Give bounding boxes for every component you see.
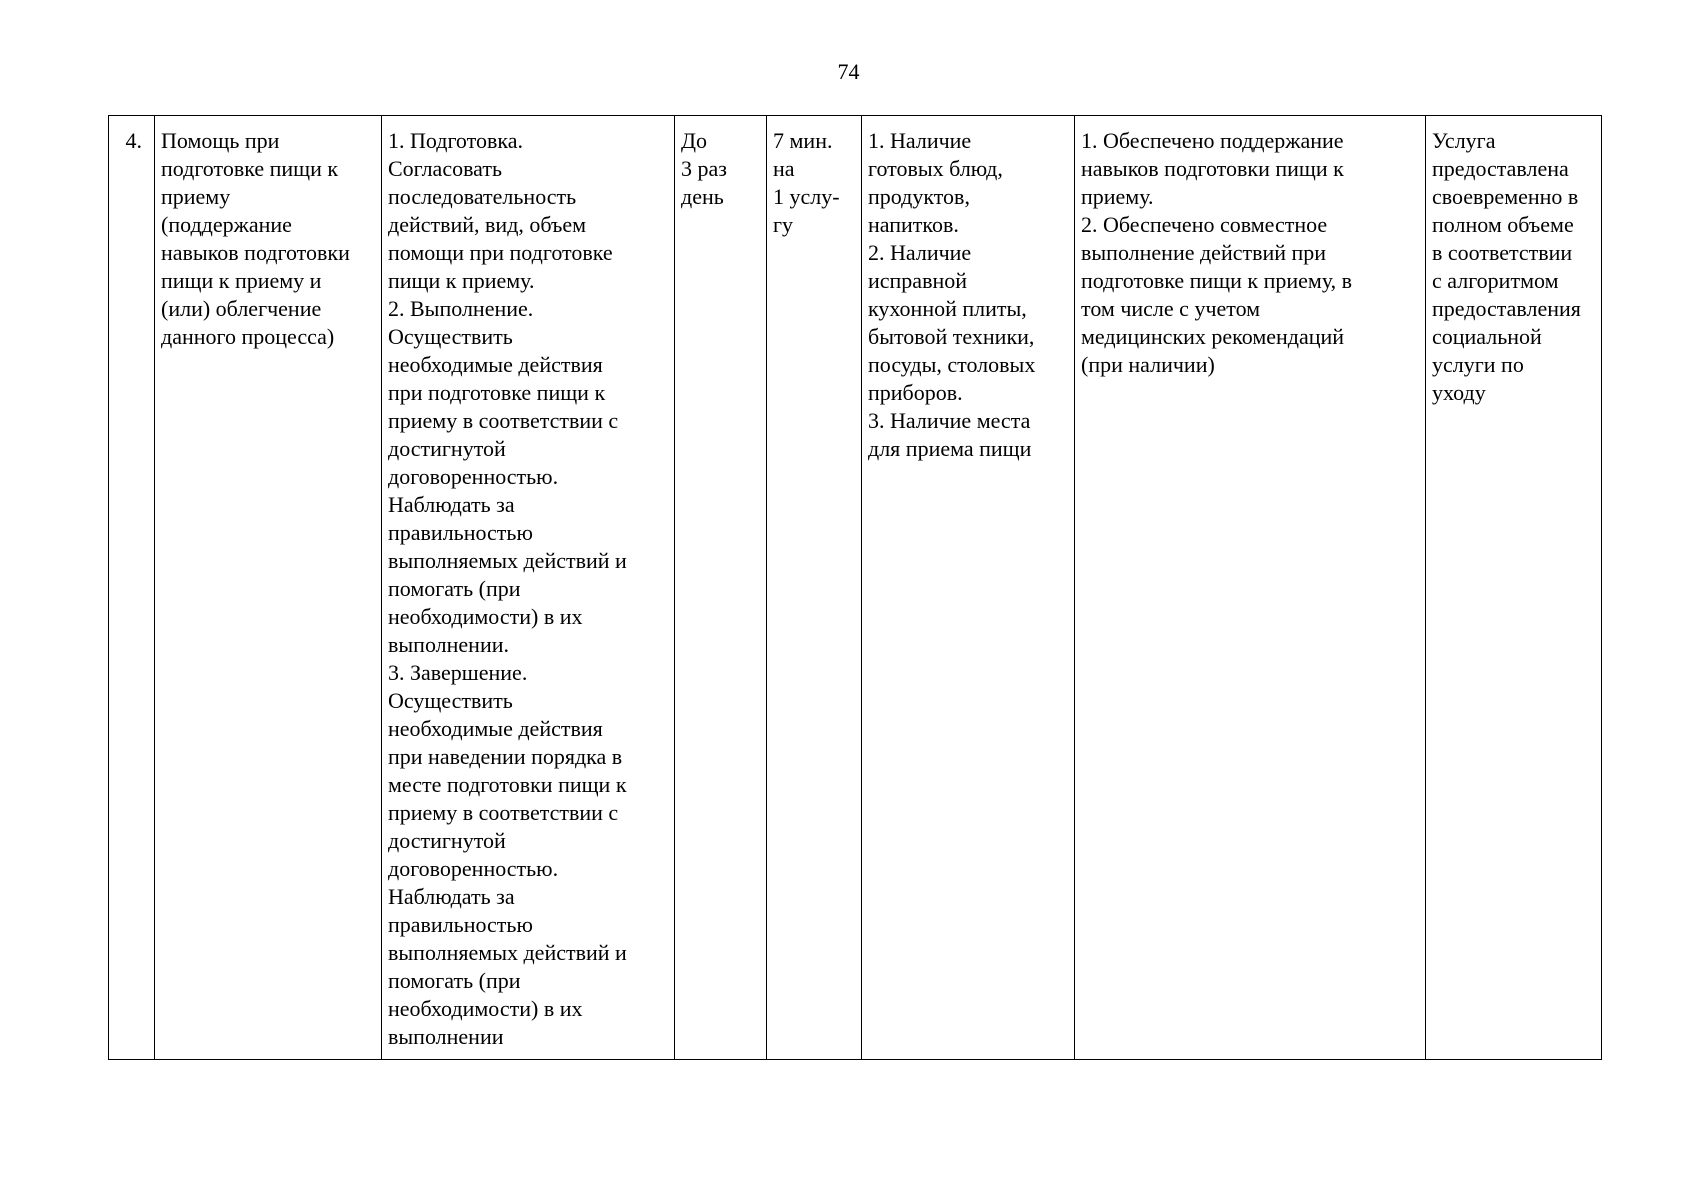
table-row [109,116,1602,1060]
frequency-cell: До 3 раз день [675,116,767,1060]
result-cell: 1. Обеспечено поддержание навыков подготовки пищи к приему. 2. Обеспечено совместное выполнение действий при подготовке пищи к приему, в том числе с учетом медицинских рекомендаций (при наличии) [1075,116,1426,1060]
service-name-cell: Помощь при подготовке пищи к приему (поддержание навыков подготовки пищи к приему и (или) облегчение данного процесса) [155,116,382,1060]
page-number: 74 [837,59,860,84]
row-number-cell: 4. [109,116,155,1060]
conditions-cell: 1. Наличие готовых блюд, продуктов, напитков. 2. Наличие исправной кухонной плиты, бытовой техники, посуды, столовых приборов. 3. Наличие места для приема пищи [862,116,1075,1060]
procedure-cell: 1. Подготовка. Согласовать последовательность действий, вид, объем помощи при подготовке пищи к приему. 2. Выполнение. Осуществить необходимые действия при подготовке пищи к приему в соответствии с достигнутой договоренностью. Наблюдать за правильностью выполняемых действий и помогать (при необходимости) в их выполнении. 3. Завершение. Осуществить необходимые действия при наведении порядка в месте подготовки пищи к приему в соответствии с достигнутой договоренностью. Наблюдать за правильностью выполняемых действий и помогать (при необходимости) в их выполнении [382,116,675,1060]
quality-cell: Услуга предоставлена своевременно в полном объеме в соответствии с алгоритмом предоставления социальной услуги по уходу [1426,116,1602,1060]
service-table [108,115,1602,1060]
time-norm-cell: 7 мин. на 1 услу- гу [767,116,862,1060]
